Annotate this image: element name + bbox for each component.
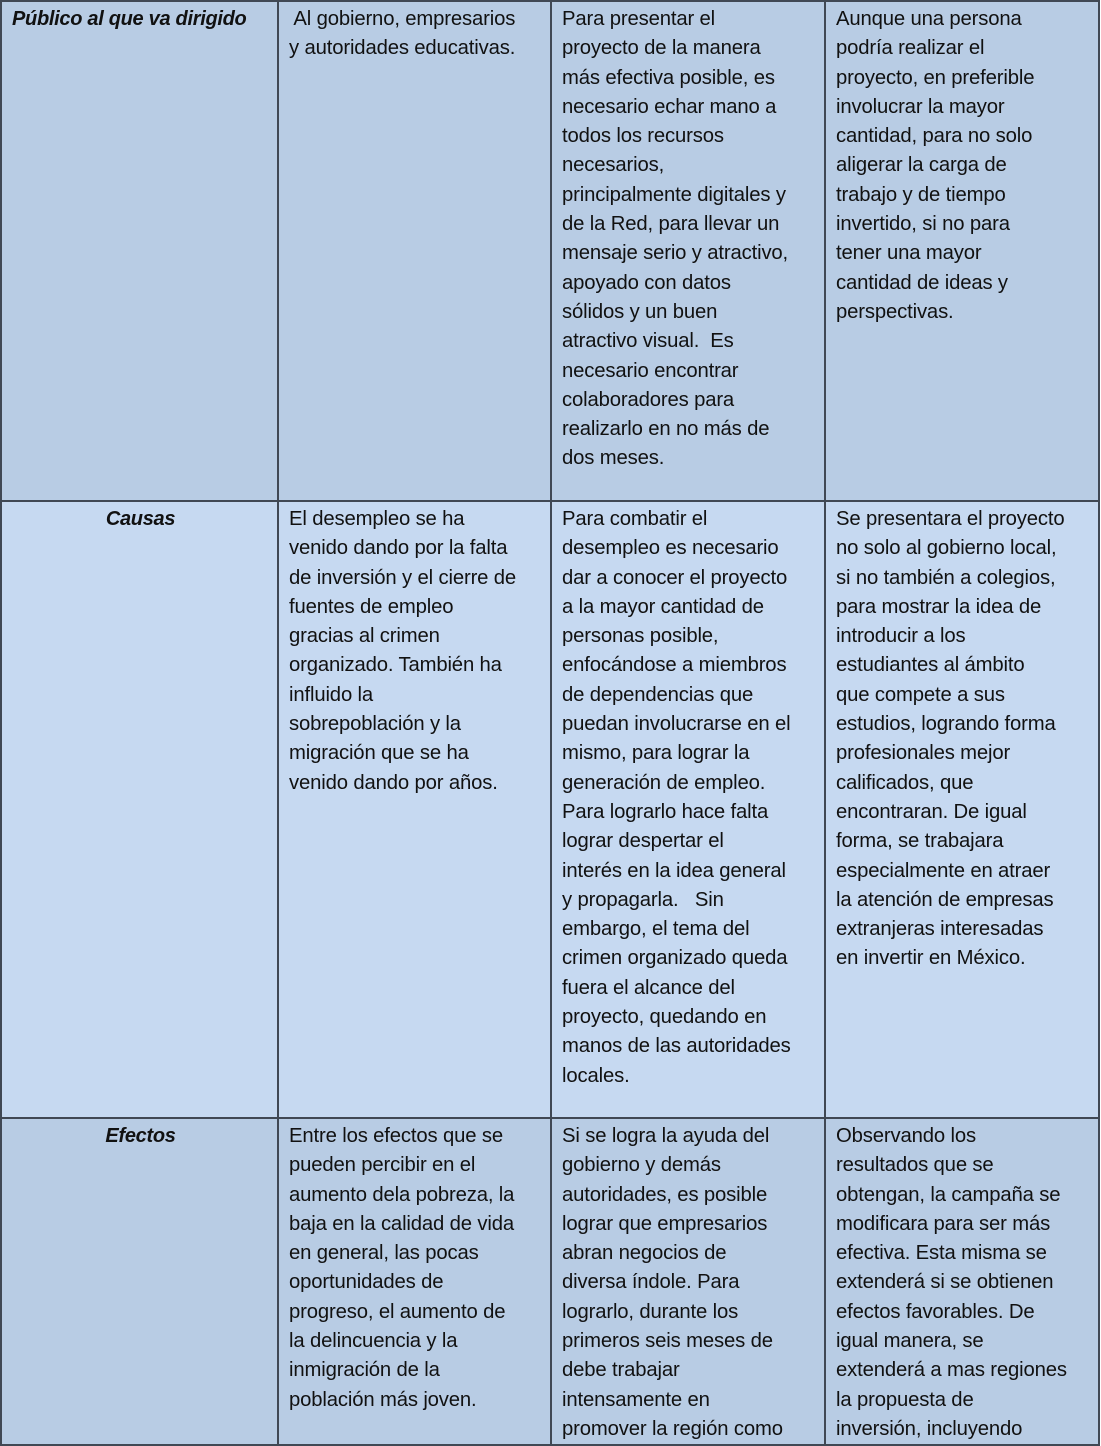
cell-text-line: trabajo y de tiempo — [836, 183, 1006, 206]
cell-text-line: forma, se trabajara — [836, 830, 1004, 853]
cell-text-line: Para presentar el — [562, 8, 716, 30]
cell-text-line: calificados, que — [836, 771, 974, 794]
cell-text-line: progreso, el aumento de — [289, 1300, 506, 1323]
cell-text-line: necesario echar mano a — [562, 95, 777, 118]
cell-text-line: crimen organizado queda — [562, 947, 788, 970]
cell-text-line: extenderá si se obtienen — [836, 1271, 1054, 1294]
cell-text-line: involucrar la mayor — [836, 95, 1005, 118]
table-row-publico — [1, 1, 1099, 501]
cell-text-line: cantidad, para no solo — [836, 125, 1033, 148]
cell-text-line: Para lograrlo hace falta — [562, 800, 769, 823]
row-header-label: Causas — [105, 508, 176, 530]
cell-text-line: pueden percibir en el — [289, 1154, 476, 1177]
cell-text-line: El desempleo se ha — [289, 508, 465, 530]
cell-text-line: oportunidades de — [289, 1271, 444, 1294]
cell-text-line: perspectivas. — [836, 300, 954, 323]
cell-text-line: Observando los — [836, 1125, 976, 1147]
cell-text-line: necesarios, — [562, 154, 665, 177]
cell-text-line: aumento dela pobreza, la — [289, 1183, 515, 1206]
cell-text-line: venido dando por años. — [289, 771, 498, 794]
cell-text-line: de inversión y el cierre de — [289, 566, 517, 589]
table-cell — [551, 1, 825, 501]
cell-text-line: proyecto de la manera — [562, 37, 761, 60]
cell-text-line: migración que se ha — [289, 742, 469, 765]
cell-text-line: resultados que se — [836, 1154, 994, 1177]
cell-text-line: dar a conocer el proyecto — [562, 566, 788, 589]
cell-text-line: necesario encontrar — [562, 359, 739, 382]
table-cell — [551, 501, 825, 1118]
cell-text-line: Se presentara el proyecto — [836, 508, 1065, 530]
cell-text-line: efectos favorables. De — [836, 1300, 1035, 1323]
cell-text-line: efectiva. Esta misma se — [836, 1242, 1047, 1265]
table-cell — [278, 1, 551, 501]
cell-text-line: organizado. También ha — [289, 654, 502, 677]
cell-text-line: que compete a sus — [836, 683, 1005, 706]
cell-text-line: autoridades, es posible — [562, 1183, 768, 1206]
table-row-efectos — [1, 1118, 1099, 1445]
cell-text-line: apoyado con datos — [562, 271, 731, 294]
cell-text-line: gracias al crimen — [289, 625, 440, 648]
cell-text-line: Aunque una persona — [836, 8, 1022, 30]
table-cell — [278, 1118, 551, 1445]
cell-text-line: inversión, incluyendo — [836, 1417, 1023, 1440]
row-header-label: Efectos — [105, 1125, 176, 1147]
row-header-cell — [1, 1, 278, 501]
cell-text-line: influido la — [289, 683, 374, 706]
cell-text-line: extranjeras interesadas — [836, 918, 1044, 941]
cell-text-line: de dependencias que — [562, 683, 754, 706]
cell-text-line: la propuesta de — [836, 1388, 974, 1411]
cell-text-line: interés en la idea general — [562, 859, 786, 882]
cell-text-line: introducir a los — [836, 625, 966, 648]
cell-text-line: en general, las pocas — [289, 1242, 479, 1265]
cell-text-line: venido dando por la falta — [289, 537, 508, 560]
cell-text-line: la atención de empresas — [836, 888, 1054, 911]
cell-text-line: modificara para ser más — [836, 1212, 1051, 1235]
cell-text-line: proyecto, en preferible — [836, 66, 1035, 89]
cell-text-line: tener una mayor — [836, 242, 982, 265]
cell-text-line: y autoridades educativas. — [289, 37, 516, 60]
cell-text-line: sobrepoblación y la — [289, 713, 461, 736]
cell-text-line: inmigración de la — [289, 1359, 440, 1382]
cell-text-line: podría realizar el — [836, 37, 985, 60]
table-cell — [825, 1, 1099, 501]
cell-text-line: personas posible, — [562, 625, 719, 648]
cell-text-line: intensamente en — [562, 1388, 710, 1411]
cell-text-line: extenderá a mas regiones — [836, 1359, 1067, 1382]
cell-text-line: a la mayor cantidad de — [562, 595, 764, 618]
table-row-causas — [1, 501, 1099, 1118]
cell-text-line: proyecto, quedando en — [562, 1006, 767, 1029]
cell-text-line: población más joven. — [289, 1388, 477, 1411]
cell-text-line: lograr despertar el — [562, 830, 724, 853]
cell-text-line: embargo, el tema del — [562, 918, 750, 941]
cell-text-line: Al gobierno, empresarios — [289, 8, 516, 30]
table-cell — [825, 1118, 1099, 1445]
table-cell — [551, 1118, 825, 1445]
cell-text-line: Para combatir el — [562, 508, 708, 530]
cell-text-line: profesionales mejor — [836, 742, 1011, 765]
cell-text-line: Si se logra la ayuda del — [562, 1125, 770, 1147]
cell-text-line: para mostrar la idea de — [836, 595, 1042, 618]
table-cell — [278, 501, 551, 1118]
cell-text-line: realizarlo en no más de — [562, 418, 770, 441]
cell-text-line: cantidad de ideas y — [836, 271, 1008, 294]
cell-text-line: encontraran. De igual — [836, 800, 1027, 823]
cell-text-line: en invertir en México. — [836, 947, 1026, 970]
cell-text-line: atractivo visual. Es — [562, 330, 734, 353]
cell-text-line: estudios, logrando forma — [836, 713, 1056, 736]
cell-text-line: no solo al gobierno local, — [836, 537, 1057, 560]
cell-text-line: Entre los efectos que se — [289, 1125, 503, 1147]
cell-text-line: lograr que empresarios — [562, 1212, 768, 1235]
cell-text-line: promover la región como — [562, 1417, 783, 1440]
cell-text-line: fuera el alcance del — [562, 976, 735, 999]
cell-text-line: sólidos y un buen — [562, 300, 718, 323]
cell-text-line: gobierno y demás — [562, 1154, 721, 1177]
cell-text-line: desempleo es necesario — [562, 537, 779, 560]
cell-text-line: mismo, para lograr la — [562, 742, 750, 765]
cell-text-line: la delincuencia y la — [289, 1330, 458, 1353]
table-cell — [825, 501, 1099, 1118]
cell-text-line: baja en la calidad de vida — [289, 1212, 514, 1235]
row-header-cell — [1, 1118, 278, 1445]
cell-text-line: igual manera, se — [836, 1330, 984, 1353]
cell-text-line: mensaje serio y atractivo, — [562, 242, 789, 265]
cell-text-line: dos meses. — [562, 447, 665, 470]
cell-text-line: abran negocios de — [562, 1242, 727, 1265]
cell-text-line: locales. — [562, 1064, 630, 1087]
cell-text-line: debe trabajar — [562, 1359, 680, 1382]
cell-text-line: enfocándose a miembros — [562, 654, 787, 677]
cell-text-line: puedan involucrarse en el — [562, 713, 791, 736]
cell-text-line: lograrlo, durante los — [562, 1300, 739, 1323]
cell-text-line: manos de las autoridades — [562, 1035, 791, 1058]
cell-text-line: invertido, si no para — [836, 213, 1010, 236]
cell-text-line: diversa índole. Para — [562, 1271, 740, 1294]
row-header-label: Público al que va dirigido — [12, 8, 247, 30]
cell-text-line: y propagarla. Sin — [562, 888, 724, 911]
cell-text-line: aligerar la carga de — [836, 154, 1007, 177]
cell-text-line: de la Red, para llevar un — [562, 213, 780, 236]
cell-text-line: obtengan, la campaña se — [836, 1183, 1061, 1206]
cell-text-line: si no también a colegios, — [836, 566, 1056, 589]
cell-text-line: principalmente digitales y — [562, 183, 786, 206]
cell-text-line: más efectiva posible, es — [562, 66, 775, 89]
cell-text-line: primeros seis meses de — [562, 1330, 773, 1353]
cell-text-line: fuentes de empleo — [289, 595, 454, 618]
cell-text-line: colaboradores para — [562, 388, 735, 411]
cell-text-line: todos los recursos — [562, 125, 724, 148]
cell-text-line: generación de empleo. — [562, 771, 766, 794]
row-header-cell — [1, 501, 278, 1118]
cell-text-line: estudiantes al ámbito — [836, 654, 1025, 677]
cell-text-line: especialmente en atraer — [836, 859, 1051, 882]
